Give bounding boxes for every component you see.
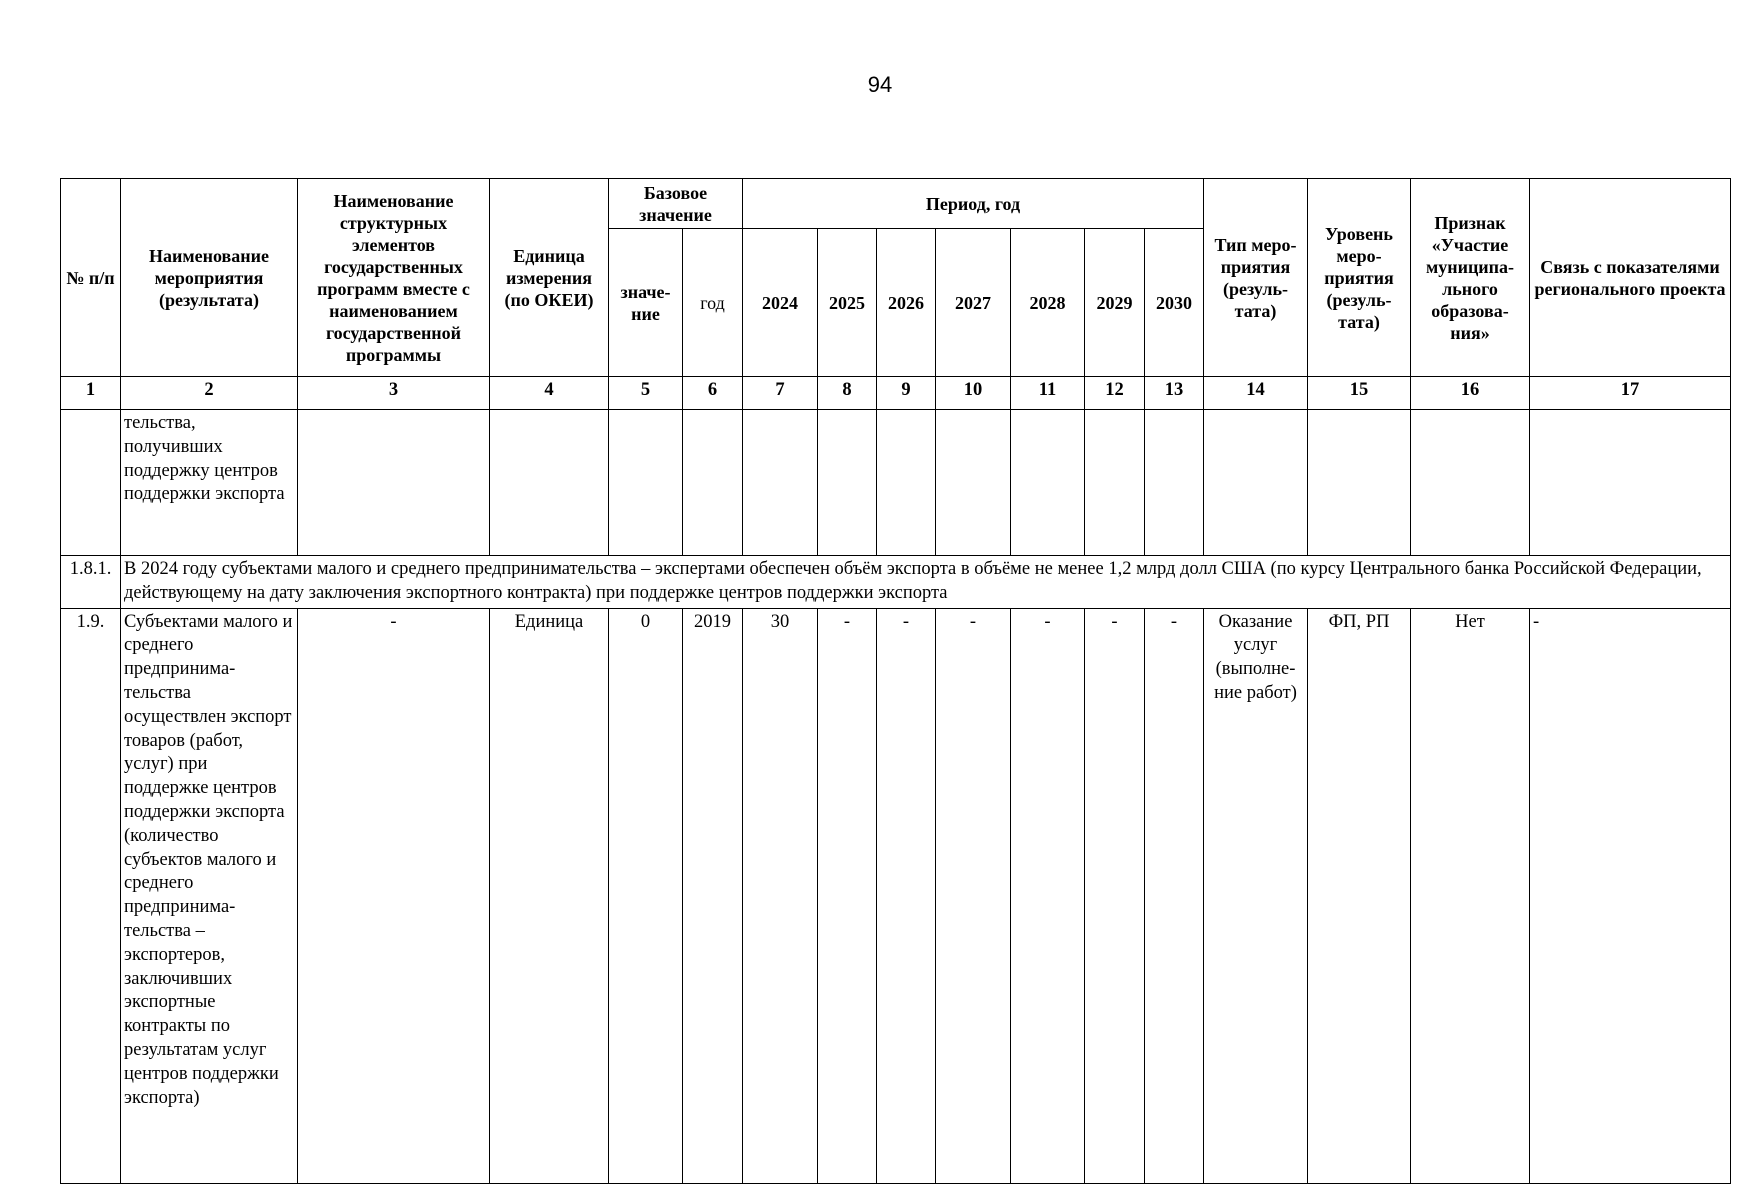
column-number: 12 <box>1085 377 1145 410</box>
events-table <box>60 178 1731 1184</box>
header-year-2028: 2028 <box>1011 229 1085 377</box>
municipal-sign: Нет <box>1411 608 1530 1183</box>
event-level: ФП, РП <box>1308 608 1411 1183</box>
column-numbers-row <box>61 377 1731 410</box>
header-year-2024: 2024 <box>743 229 818 377</box>
value-2027: - <box>936 608 1011 1183</box>
header-name: Наименование мероприятия (результата) <box>121 179 298 377</box>
page-number: 94 <box>867 72 893 97</box>
value-2025: - <box>818 608 877 1183</box>
table-row-1-8-1 <box>61 556 1731 609</box>
column-number: 6 <box>683 377 743 410</box>
header-period: Период, год <box>743 179 1204 229</box>
row-num: 1.8.1. <box>61 556 121 609</box>
column-number: 16 <box>1411 377 1530 410</box>
event-type: Оказание услуг (выполне-ние работ) <box>1204 608 1308 1183</box>
continuation-name: тельства, получивших поддержку центров поддержки экспорта <box>121 410 298 556</box>
column-number: 9 <box>877 377 936 410</box>
column-number: 4 <box>490 377 609 410</box>
column-number: 13 <box>1145 377 1204 410</box>
header-year-2026: 2026 <box>877 229 936 377</box>
header-num: № п/п <box>61 179 121 377</box>
column-number: 10 <box>936 377 1011 410</box>
table-row-continuation <box>61 410 1731 556</box>
column-number: 8 <box>818 377 877 410</box>
header-base-year: год <box>683 229 743 377</box>
event-name: Субъектами малого и среднего предпринима-тельства осуществлен экспорт товаров (работ, услуг) при поддержке центров поддержки экспорта (количество субъектов малого и среднего предпринима-тельства – экспортеров, заключивших экспортные контракты по результатам услуг центров поддержки экспорта) <box>121 608 298 1183</box>
column-number: 15 <box>1308 377 1411 410</box>
column-number: 7 <box>743 377 818 410</box>
column-number: 1 <box>61 377 121 410</box>
value-2030: - <box>1145 608 1204 1183</box>
column-number: 3 <box>298 377 490 410</box>
header-base-value: значе-ние <box>609 229 683 377</box>
value-2028: - <box>1011 608 1085 1183</box>
column-number: 5 <box>609 377 683 410</box>
table-row-1-9 <box>61 608 1731 1183</box>
column-number: 17 <box>1530 377 1731 410</box>
column-number: 14 <box>1204 377 1308 410</box>
header-year-2025: 2025 <box>818 229 877 377</box>
value-2024: 30 <box>743 608 818 1183</box>
header-struct: Наименование структурных элементов государственных программ вместе с наименованием государственной программы <box>298 179 490 377</box>
header-link: Связь с показателями регионального проекта <box>1530 179 1731 377</box>
base-year: 2019 <box>683 608 743 1183</box>
value-2026: - <box>877 608 936 1183</box>
base-value: 0 <box>609 608 683 1183</box>
struct-element: - <box>298 608 490 1183</box>
column-number: 2 <box>121 377 298 410</box>
header-year-2030: 2030 <box>1145 229 1204 377</box>
header-type: Тип меро-приятия (резуль-тата) <box>1204 179 1308 377</box>
header-sign: Признак «Участие муниципа-льного образова-ния» <box>1411 179 1530 377</box>
unit: Единица <box>490 608 609 1183</box>
header-year-2027: 2027 <box>936 229 1011 377</box>
header-year-2029: 2029 <box>1085 229 1145 377</box>
value-2029: - <box>1085 608 1145 1183</box>
header-unit: Единица измерения (по ОКЕИ) <box>490 179 609 377</box>
column-number: 11 <box>1011 377 1085 410</box>
row-num: 1.9. <box>61 608 121 1183</box>
result-description: В 2024 году субъектами малого и среднего предпринимательства – экспертами обеспечен объём экспорта в объёме не менее 1,2 млрд долл США (по курсу Центрального банка Российской Федерации, действующему на дату заключения экспортного контракта) при поддержке центров поддержки экспорта <box>121 556 1731 609</box>
header-level: Уровень меро-приятия (резуль-тата) <box>1308 179 1411 377</box>
regional-link: - <box>1530 608 1731 1183</box>
header-base: Базовое значение <box>609 179 743 229</box>
